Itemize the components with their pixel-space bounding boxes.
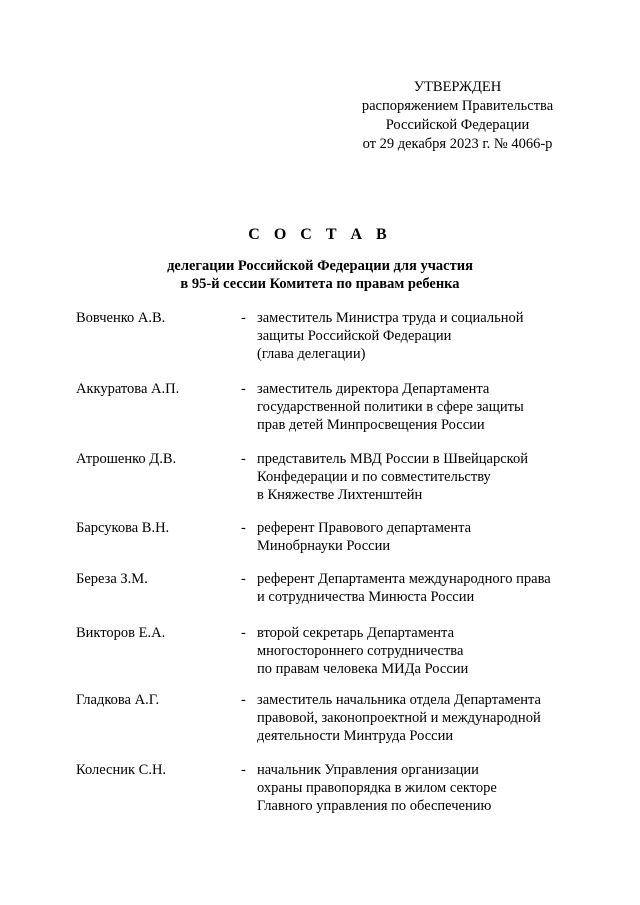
- member-name: Колесник С.Н.: [76, 762, 167, 778]
- member-role: [257, 624, 596, 678]
- member-role-line: охраны правопорядка в жилом секторе: [257, 780, 497, 796]
- document-title: С О С Т А В: [248, 226, 392, 243]
- delegation-member: [76, 309, 596, 363]
- member-name: Гладкова А.Г.: [76, 692, 160, 708]
- member-role-line: начальник Управления организации: [257, 762, 479, 778]
- subtitle-line: в 95-й сессии Комитета по правам ребенка: [180, 276, 460, 292]
- member-dash: -: [241, 762, 246, 778]
- approval-stamp: [330, 78, 585, 154]
- member-role-line: заместитель начальника отдела Департамента: [257, 692, 541, 708]
- delegation-member: [76, 624, 596, 678]
- subtitle-line: делегации Российской Федерации для участия: [167, 258, 473, 274]
- member-role-line: защиты Российской Федерации: [257, 328, 452, 344]
- member-name: Барсукова В.Н.: [76, 520, 170, 536]
- member-role-line: референт Департамента международного права: [257, 571, 551, 587]
- delegation-member: [76, 519, 596, 555]
- member-name: Аккуратова А.П.: [76, 381, 180, 397]
- member-role-line: и сотрудничества Минюста России: [257, 589, 475, 605]
- member-role-line: многостороннего сотрудничества: [257, 643, 464, 659]
- member-dash: -: [241, 520, 246, 536]
- member-dash: -: [241, 381, 246, 397]
- member-role: [257, 450, 596, 504]
- member-dash: -: [241, 692, 246, 708]
- member-name: Викторов Е.А.: [76, 625, 166, 641]
- member-role-line: правовой, законопроектной и международной: [257, 710, 541, 726]
- member-name: Атрошенко Д.В.: [76, 451, 177, 467]
- delegation-member: [76, 570, 596, 606]
- member-role-line: (глава делегации): [257, 346, 366, 362]
- approval-line: Российской Федерации: [385, 117, 530, 133]
- member-dash: -: [241, 625, 246, 641]
- member-name: Вовченко А.В.: [76, 310, 166, 326]
- member-role: [257, 570, 596, 606]
- document-subtitle: [0, 257, 640, 293]
- delegation-member: [76, 380, 596, 434]
- member-dash: -: [241, 571, 246, 587]
- member-role-line: деятельности Минтруда России: [257, 728, 454, 744]
- member-role-line: референт Правового департамента: [257, 520, 472, 536]
- member-role-line: Главного управления по обеспечению: [257, 798, 492, 814]
- member-role-line: Конфедерации и по совместительству: [257, 469, 491, 485]
- member-dash: -: [241, 451, 246, 467]
- member-role: [257, 761, 596, 815]
- member-dash: -: [241, 310, 246, 326]
- delegation-member: [76, 450, 596, 504]
- member-name: Береза З.М.: [76, 571, 148, 587]
- member-role: [257, 380, 596, 434]
- approval-line: распоряжением Правительства: [361, 98, 554, 114]
- delegation-member: [76, 761, 596, 815]
- member-role: [257, 519, 596, 555]
- member-role-line: второй секретарь Департамента: [257, 625, 455, 641]
- member-role-line: в Княжестве Лихтенштейн: [257, 487, 423, 503]
- member-role-line: Минобрнауки России: [257, 538, 391, 554]
- member-role: [257, 309, 596, 363]
- document-heading: [0, 225, 640, 293]
- member-role-line: государственной политики в сфере защиты: [257, 399, 524, 415]
- delegation-member: [76, 691, 596, 745]
- member-role-line: заместитель Министра труда и социальной: [257, 310, 524, 326]
- member-role-line: по правам человека МИДа России: [257, 661, 469, 677]
- member-role: [257, 691, 596, 745]
- member-role-line: прав детей Минпросвещения России: [257, 417, 485, 433]
- member-role-line: представитель МВД России в Швейцарской: [257, 451, 528, 467]
- approval-date: от 29 декабря 2023 г. № 4066-р: [362, 136, 553, 152]
- approval-heading: УТВЕРЖДЕН: [413, 79, 502, 95]
- member-role-line: заместитель директора Департамента: [257, 381, 490, 397]
